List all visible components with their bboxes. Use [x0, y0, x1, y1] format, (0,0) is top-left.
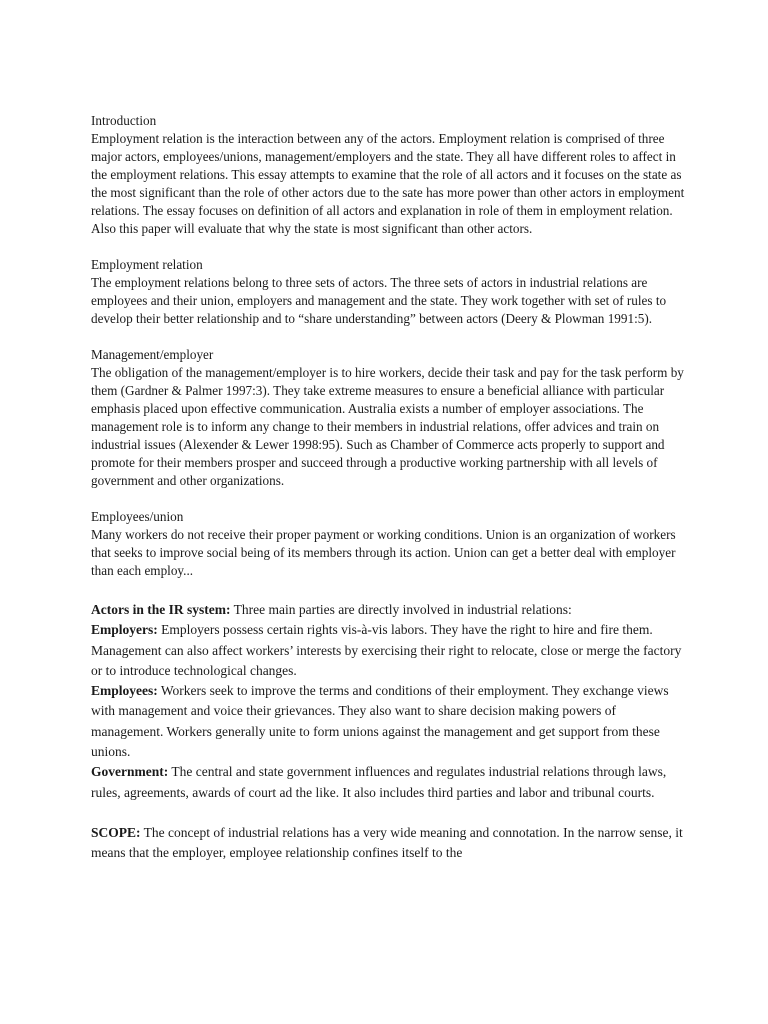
employers-label: Employers:	[91, 622, 158, 638]
employees-union-text: Many workers do not receive their proper payment or working conditions. Union is an organization of workers that seeks to improve social being of its members through its action. Union can get a better deal with employer than each employ...	[91, 527, 676, 578]
employment-relation-block	[91, 256, 691, 328]
introduction-block	[91, 112, 691, 238]
actors-text: Three main parties are directly involved in industrial relations:	[230, 602, 572, 617]
introduction-heading: Introduction	[91, 113, 157, 128]
scope-label: SCOPE:	[91, 824, 141, 840]
government-paragraph	[91, 762, 691, 803]
government-label: Government:	[91, 764, 169, 780]
employment-relation-text: The employment relations belong to three sets of actors. The three sets of actors in industrial relations are employees and their union, employers and management and the state. They work together with set of rules to develop their better relationship and to “share understanding” between actors (Deery & Plowman 1991:5).	[91, 275, 667, 326]
employees-label: Employees:	[91, 683, 158, 699]
employees-paragraph	[91, 681, 691, 762]
employers-paragraph	[91, 620, 691, 681]
employers-text: Employers possess certain rights vis-à-vis labors. They have the right to hire and fire them. Management can also affect workers’ interests by exercising their right to relocate, close or merge the factory or to introduce technological changes.	[91, 622, 682, 678]
ir-system-section	[91, 600, 691, 864]
employment-relation-heading: Employment relation	[91, 257, 203, 272]
employees-union-block	[91, 508, 691, 580]
management-employer-text: The obligation of the management/employer is to hire workers, decide their task and pay for the task perform by them (Gardner & Palmer 1997:3). They take extreme measures to ensure a beneficial alliance with particular emphasis placed upon effective communication. Australia exists a number of employer associations. The management role is to inform any change to their members in industrial relations, offer advices and train on industrial issues (Alexender & Lewer 1998:95). Such as Chamber of Commerce acts properly to support and promote for their members prosper and succeed through a productive working partnership with all levels of government and other organizations.	[91, 365, 684, 488]
introduction-text: Employment relation is the interaction between any of the actors. Employment relation is comprised of three major actors, employees/unions, management/employers and the state. They all have different roles to affect in the employment relations. This essay attempts to examine that the role of all actors and it focuses on the state as the most significant than the role of other actors due to the sate has more power than other actors in employment relations. The essay focuses on definition of all actors and explanation in role of them in employment relation. Also this paper will evaluate that why the state is most significant than other actors.	[91, 131, 685, 236]
scope-paragraph	[91, 823, 691, 864]
employees-text: Workers seek to improve the terms and conditions of their employment. They exchange views with management and voice their grievances. They also want to share decision making powers of management. Workers generally unite to form unions against the management and get support from these unions.	[91, 683, 669, 760]
management-employer-heading: Management/employer	[91, 347, 214, 362]
management-employer-block	[91, 346, 691, 490]
scope-text: The concept of industrial relations has a very wide meaning and connotation. In the narrow sense, it means that the employer, employee relationship confines itself to the	[91, 824, 683, 861]
actors-label: Actors in the IR system:	[91, 602, 231, 617]
actors-paragraph	[91, 600, 691, 620]
employees-union-heading: Employees/union	[91, 509, 184, 524]
government-text: The central and state government influences and regulates industrial relations through laws, rules, agreements, awards of court ad the like. It also includes third parties and labor and tribunal courts.	[91, 764, 667, 800]
document-page	[91, 112, 691, 864]
essay-section	[91, 112, 691, 580]
